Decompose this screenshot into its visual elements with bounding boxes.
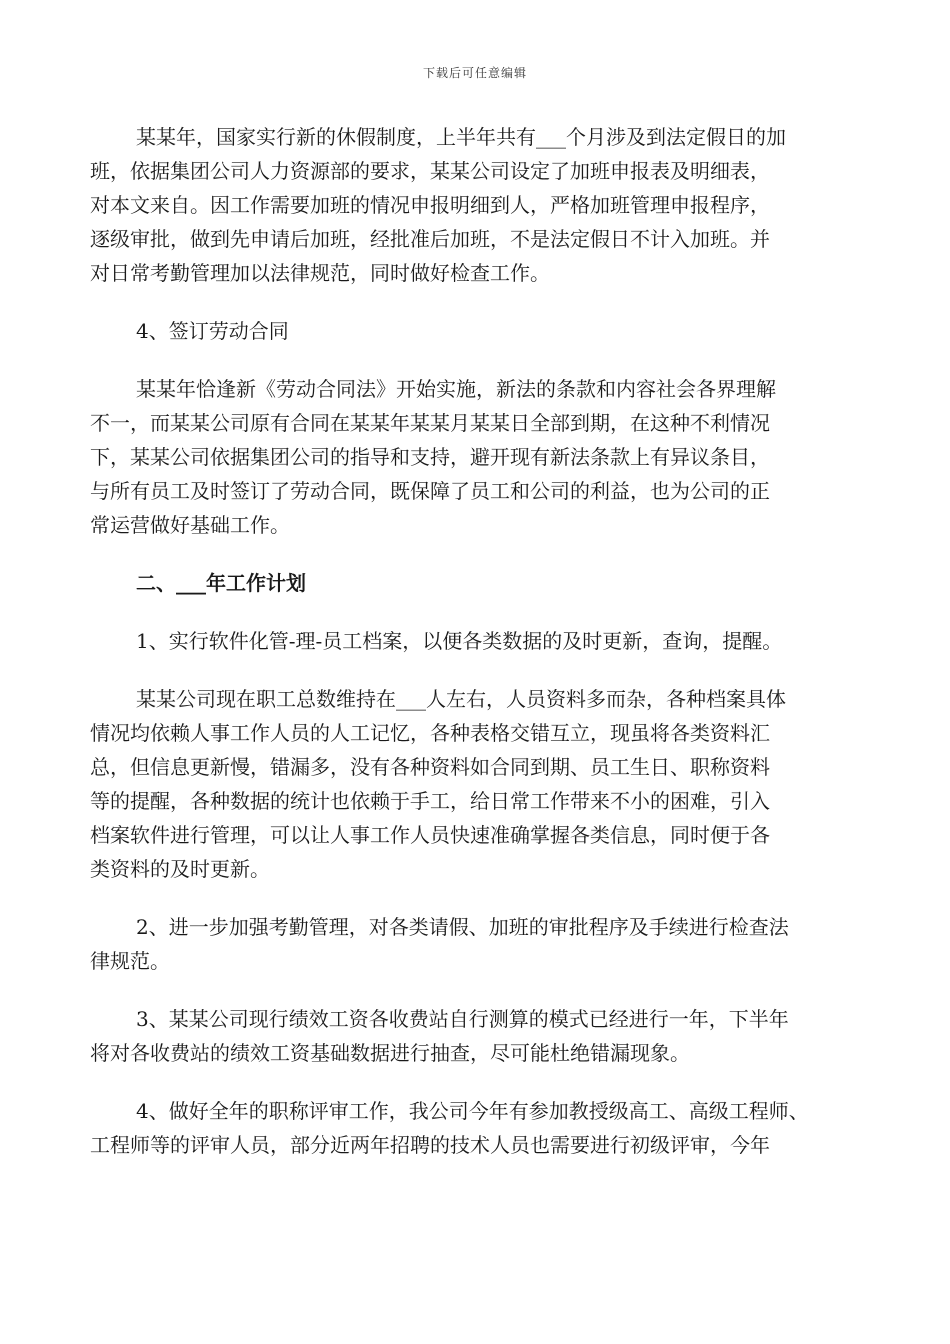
text-line: 班，依据集团公司人力资源部的要求，某某公司设定了加班申报表及明细表，	[90, 159, 770, 183]
page-header: 下载后可任意编辑	[422, 66, 527, 80]
text-line: 律规范。	[90, 949, 170, 973]
document-body	[90, 120, 865, 1186]
section-heading-work-plan: 二、___年工作计划	[136, 571, 306, 595]
text-line: 不一，而某某公司原有合同在某某年某某月某某日全部到期，在这种不利情况	[90, 411, 770, 435]
text-line: 对本文来自。因工作需要加班的情况申报明细到人，严格加班管理申报程序，	[90, 193, 770, 217]
text-line: 某某公司现在职工总数维持在___人左右，人员资料多而杂，各种档案具体	[136, 687, 786, 711]
text-line: 逐级审批，做到先申请后加班，经批准后加班，不是法定假日不计入加班。并	[90, 227, 770, 251]
text-line: 下，某某公司依据集团公司的指导和支持，避开现有新法条款上有异议条目，	[90, 445, 770, 469]
subheading-labor-contract	[90, 314, 865, 348]
text-line: 档案软件进行管理，可以让人事工作人员快速准确掌握各类信息，同时便于各	[90, 823, 770, 847]
text-line: 某某年，国家实行新的休假制度，上半年共有___个月涉及到法定假日的加	[136, 125, 786, 149]
paragraph-overtime	[90, 120, 865, 290]
text-line: 将对各收费站的绩效工资基础数据进行抽查，尽可能杜绝错漏现象。	[90, 1041, 690, 1065]
text-line: 3、某某公司现行绩效工资各收费站自行测算的模式已经进行一年，下半年	[136, 1007, 789, 1031]
plan-item-1	[90, 624, 865, 658]
plan-item-3	[90, 1002, 865, 1070]
plan-item-2	[90, 910, 865, 978]
paragraph-labor-contract	[90, 372, 865, 542]
text-line: 类资料的及时更新。	[90, 857, 270, 881]
text-line: 等的提醒，各种数据的统计也依赖于手工，给日常工作带来不小的困难，引入	[90, 789, 770, 813]
text-line: 某某年恰逢新《劳动合同法》开始实施，新法的条款和内容社会各界理解	[136, 377, 776, 401]
text-line: 2、进一步加强考勤管理，对各类请假、加班的审批程序及手续进行检查法	[136, 915, 789, 939]
text-line: 对日常考勤管理加以法律规范，同时做好检查工作。	[90, 261, 550, 285]
text-line: 4、做好全年的职称评审工作，我公司今年有参加教授级高工、高级工程师、	[136, 1099, 809, 1123]
text-line: 1、实行软件化管-理-员工档案，以便各类数据的及时更新，查询，提醒。	[136, 629, 783, 653]
paragraph-archives	[90, 682, 865, 886]
text-line: 工程师等的评审人员，部分近两年招聘的技术人员也需要进行初级评审，今年	[90, 1133, 770, 1157]
text-line: 常运营做好基础工作。	[90, 513, 290, 537]
plan-item-4	[90, 1094, 865, 1162]
text-line: 4、签订劳动合同	[136, 319, 289, 343]
text-line: 情况均依赖人事工作人员的人工记忆，各种表格交错互立，现虽将各类资料汇	[90, 721, 770, 745]
text-line: 总，但信息更新慢，错漏多，没有各种资料如合同到期、员工生日、职称资料	[90, 755, 770, 779]
text-line: 与所有员工及时签订了劳动合同，既保障了员工和公司的利益，也为公司的正	[90, 479, 770, 503]
